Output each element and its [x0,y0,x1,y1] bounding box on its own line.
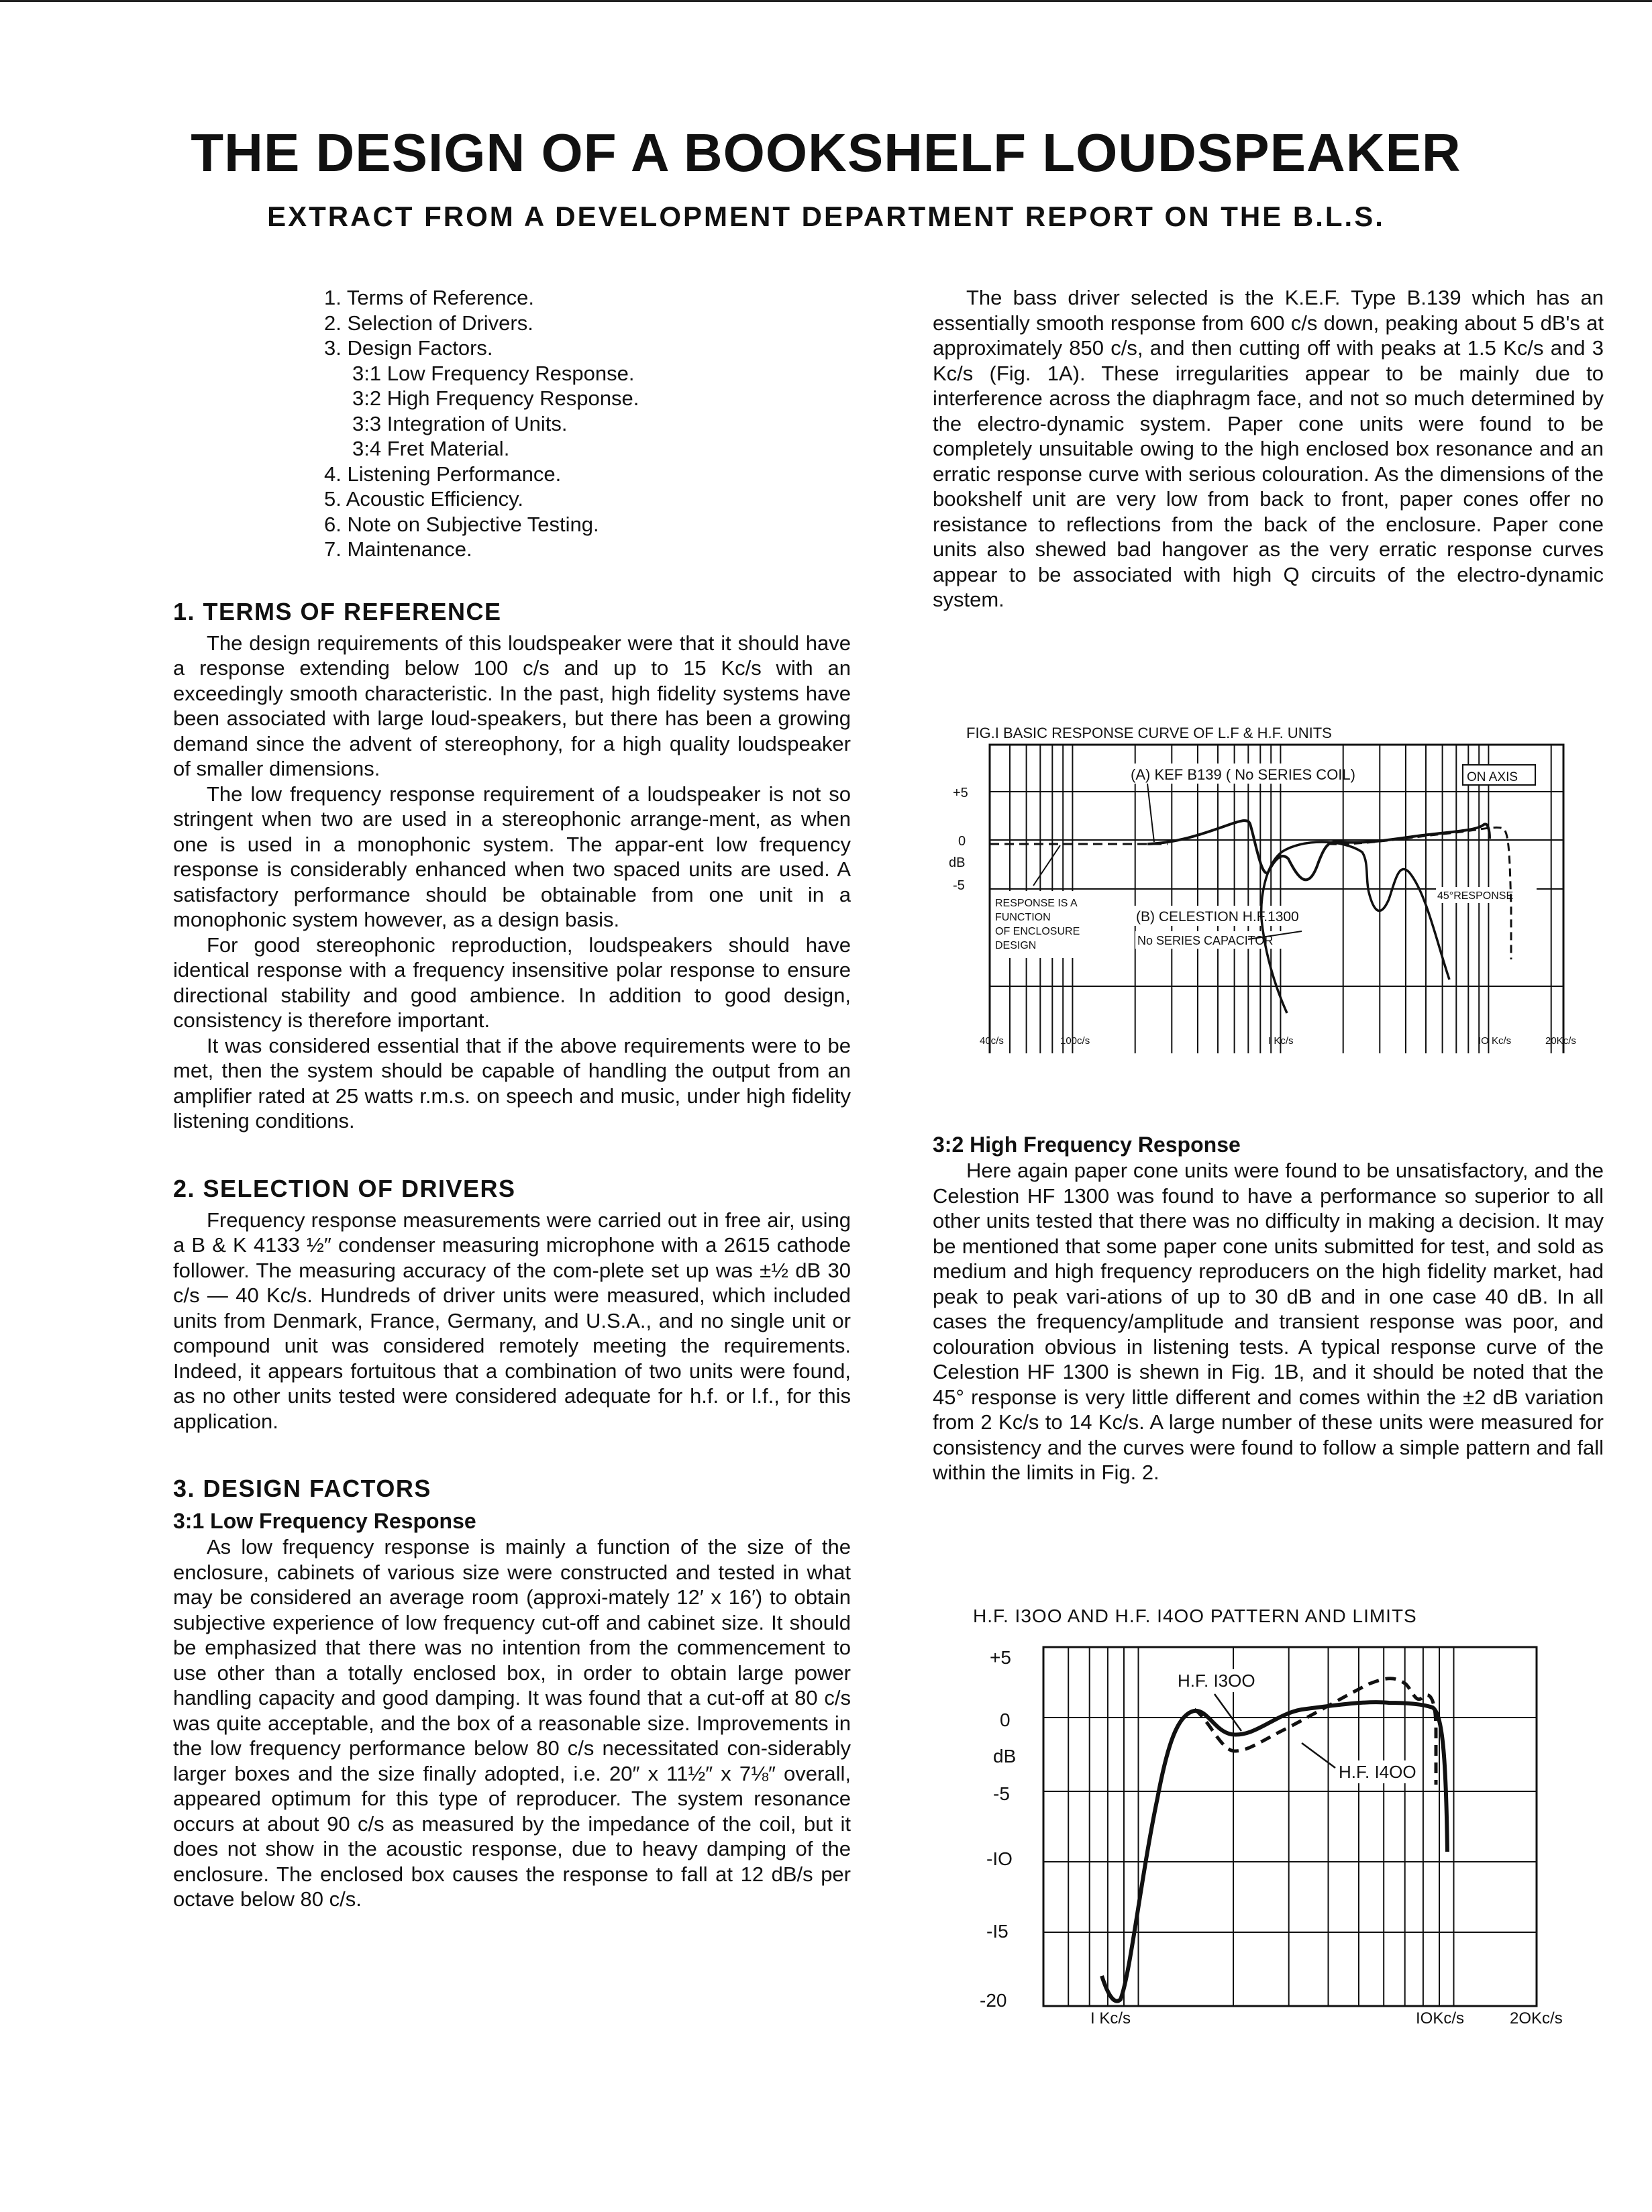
y-axis-label: dB [949,855,966,870]
response-note: FUNCTION [995,912,1051,923]
section-heading: 3. DESIGN FACTORS [173,1475,431,1502]
paragraph: As low frequency response is mainly a function of the size of the enclosure, cabinets of various size were constructed and tested in what may be considered an average room (approxi-mately 12′ x 16′) to obtain subjective experience of low frequency cut-off and cabinet size. It should be emphasized that there was no intention from the commencement to use other than a totally enclosed box, in order to obtain large power handling capacity and good damping. It was found that a cut-off at 80 c/s was quite acceptable, and the box of a reasonable size. Improvements in the low frequency performance below 80 c/s necessitated con-siderably larger boxes and the size finally adopted, i.e. 20″ x 11½″ x 7⅛″ overall, appeared optimum for this type of reproducer. The system resonance occurs at about 90 c/s as measured by the impedance of the coil, but it does not show in the acoustic response, due to heavy damping of the enclosure. The enclosed box causes the response to fall at 12 dB/s per octave below 80 c/s. [173,1535,851,1911]
response-note: RESPONSE IS A [995,898,1078,909]
page-subtitle: EXTRACT FROM A DEVELOPMENT DEPARTMENT REPORT ON THE B.L.S. [267,201,1385,232]
bass-driver-section [933,285,1604,613]
x-tick: IO Kc/s [1478,1035,1512,1047]
capacitor-label: No SERIES CAPACITOR [1137,934,1274,947]
toc-item: 1. Terms of Reference. [324,286,535,309]
section-heading: 1. TERMS OF REFERENCE [173,597,502,625]
y-tick: -5 [953,878,965,893]
response-note: OF ENCLOSURE [995,926,1080,937]
x-tick: IOKc/s [1416,2009,1465,2027]
curve-b-hf1300 [1261,842,1449,1013]
figure-2 [926,1597,1604,2046]
toc-item: 3. Design Factors. [324,336,493,360]
left-column [173,285,851,1912]
page-title: THE DESIGN OF A BOOKSHELF LOUDSPEAKER [191,123,1461,182]
y-tick: +5 [953,786,968,800]
y-tick: +5 [990,1647,1011,1668]
figure-1-graph [926,718,1604,1053]
response-note: DESIGN [995,940,1037,951]
x-tick: 40c/s [980,1035,1004,1047]
paragraph: Frequency response measurements were carried out in free air, using a B & K 4133 ½″ condenser measuring microphone with a 2615 cathode follower. The measuring accuracy of the com-plete set up was ±½ dB 30 c/s — 40 Kc/s. Hundreds of driver units were measured, which included units from Denmark, France, Germany, and U.S.A., and no single unit or compound unit was considered remotely meeting the requirements. Indeed, it appears fortuitous that a combination of two units were found, as no other units tested were considered adequate for h.f. or l.f., for this application. [173,1208,851,1433]
subsection-heading: 3:1 Low Frequency Response [173,1509,476,1533]
45-response-label: 45°RESPONSE [1437,890,1514,902]
toc-item: 2. Selection of Drivers. [324,311,533,335]
x-tick: I Kc/s [1090,2009,1131,2027]
x-tick: 100c/s [1060,1035,1090,1047]
x-tick: I Kc/s [1268,1035,1294,1047]
figure-1-caption: FIG.I BASIC RESPONSE CURVE OF L.F & H.F. UNITS [966,725,1332,741]
figure-2-caption: H.F. I3OO AND H.F. I4OO PATTERN AND LIMITS [973,1605,1417,1626]
y-axis-label: dB [993,1746,1017,1767]
hf1400-label: H.F. I4OO [1339,1762,1416,1782]
table-of-contents [324,285,851,562]
figure-1 [926,718,1604,1053]
curve-a-kef-b139 [1147,821,1490,880]
y-tick: -IO [986,1848,1013,1869]
paragraph: Here again paper cone units were found to be unsatisfactory, and the Celestion HF 1300 was found to have a performance so superior to all other units tested that there was no difficulty in making a decision. It may be mentioned that some paper cone units submitted for test, and sold as medium and high frequency reproducers on the high fidelity market, had peak to peak vari-ations of up to 30 dB and in one case 40 dB. In all cases the frequency/amplitude and transient response was poor, and colouration obvious in listening tests. A typical response curve of the Celestion HF 1300 is shewn in Fig. 1B, and it should be noted that the 45° response is very little different and comes within the ±2 dB variation from 2 Kc/s to 14 Kc/s. A large number of these units were measured for consistency and the curves were found to follow a simple pattern and fall within the limits in Fig. 2. [933,1159,1604,1484]
top-border-line [0,0,1652,2]
hf1300-label: H.F. I3OO [1178,1671,1255,1691]
paragraph: The low frequency response requirement of a loudspeaker is not so stringent when two are used in a stereophonic arrange-ment, as when one is used in a monophonic system. The appar-ent low frequency response is considerably enhanced when two spaced units are used. A satisfactory performance should be obtainable from one unit in a monophonic system however, as a design basis. [173,782,851,931]
curve-hf1300 [1102,1702,1447,2001]
curve-b-label: (B) CELESTION H.F.1300 [1136,909,1299,925]
toc-item: 3:2 High Frequency Response. [352,386,639,410]
x-tick: 20Kc/s [1545,1035,1576,1047]
toc-item: 6. Note on Subjective Testing. [324,512,599,536]
section-design-factors [173,1474,851,1912]
paragraph: For good stereophonic reproduction, loudspeakers should have identical response with a frequency insensitive polar response to ensure directional stability and good ambience. In addition to good design, consistency is therefore important. [173,933,851,1032]
paragraph: The design requirements of this loudspeaker were that it should have a response extending below 100 c/s and up to 15 Kc/s with an exceedingly smooth characteristic. In the past, high fidelity systems have been associated with large loud-speakers, but there has been a growing demand since the advent of stereophony, for a high quality loudspeaker of smaller dimensions. [173,631,851,780]
hf-response-section [933,1131,1604,1485]
figure-2-gridlines [1043,1647,1537,2006]
toc-item: 3:1 Low Frequency Response. [352,361,635,385]
toc-item: 3:4 Fret Material. [352,437,510,460]
toc-item: 5. Acoustic Efficiency. [324,487,523,511]
section-heading: 2. SELECTION OF DRIVERS [173,1174,516,1202]
x-tick: 2OKc/s [1510,2009,1563,2027]
toc-item: 7. Maintenance. [324,537,472,561]
toc-item: 3:3 Integration of Units. [352,411,568,435]
y-tick: 0 [958,834,966,849]
subsection-heading: 3:2 High Frequency Response [933,1133,1241,1157]
curve-a-label: (A) KEF B139 ( No SERIES COIL) [1131,766,1355,783]
y-tick: -I5 [986,1921,1009,1942]
paragraph: It was considered essential that if the above requirements were to be met, then the system should be capable of handling the output from an amplifier rated at 25 watts r.m.s. on speech and music, under high fidelity listening conditions. [173,1033,851,1133]
section-selection-of-drivers [173,1174,851,1434]
figure-2-graph [926,1597,1604,2046]
paragraph: The bass driver selected is the K.E.F. Type B.139 which has an essentially smooth response from 600 c/s down, peaking about 5 dB's at approximately 850 c/s, and then cutting off with peaks at 1.5 Kc/s and 3 Kc/s (Fig. 1A). These irregularities appear to be mainly due to interference across the diaphragm face, and not so much determined by the electro-dynamic system. Paper cone units were found to be completely unsuitable owing to the high enclosed box resonance and an erratic response curve with serious colouration. As the dimensions of the bookshelf unit are very low from back to front, paper cones offer no resistance to reflections from the back of the enclosure. Paper cone units also shewed bad hangover as the very erratic response curves appear to be associated with high Q circuits of the electro-dynamic system. [933,286,1604,611]
on-axis-label: ON AXIS [1467,770,1518,784]
y-tick: 0 [1000,1709,1011,1730]
y-tick: -5 [993,1783,1010,1804]
toc-item: 4. Listening Performance. [324,462,562,486]
y-tick: -20 [980,1990,1007,2011]
section-terms-of-reference [173,597,851,1134]
